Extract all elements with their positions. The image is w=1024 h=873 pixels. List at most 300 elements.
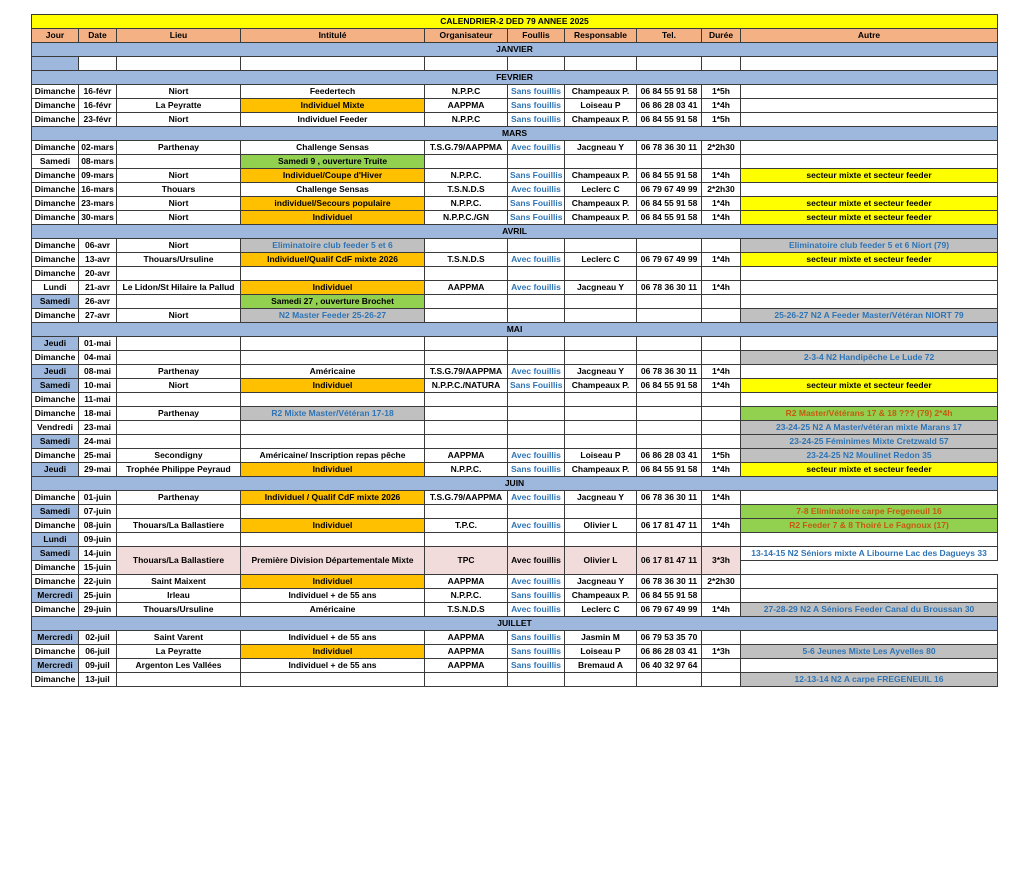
cell-intitule: Américaine	[241, 364, 425, 378]
cell-responsable: Jacgneau Y	[565, 364, 637, 378]
cell-jour	[32, 57, 79, 71]
cell-date: 16-févr	[79, 98, 117, 112]
cell-foullis: Sans Fouillis	[508, 210, 565, 224]
cell-responsable	[565, 238, 637, 252]
cell-lieu	[117, 294, 241, 308]
cell-date: 13-avr	[79, 252, 117, 266]
month-name: MARS	[32, 126, 998, 140]
table-row	[32, 112, 998, 126]
cell-intitule: Individuel	[241, 518, 425, 532]
cell-autre: 25-26-27 N2 A Feeder Master/Vétéran NIORT 79	[741, 308, 998, 322]
calendar-title: CALENDRIER-2 DED 79 ANNEE 2025	[32, 15, 998, 29]
cell-foullis: Sans Fouillis	[508, 196, 565, 210]
cell-lieu	[117, 672, 241, 686]
cell-autre: 7-8 Eliminatoire carpe Fregeneuil 16	[741, 504, 998, 518]
cell-jour: Samedi	[32, 546, 79, 560]
cell-jour: Lundi	[32, 280, 79, 294]
cell-lieu: Niort	[117, 210, 241, 224]
table-row	[32, 504, 998, 518]
cell-jour: Dimanche	[32, 602, 79, 616]
cell-date: 25-juin	[79, 588, 117, 602]
title-row	[32, 15, 998, 29]
header-autre: Autre	[741, 29, 998, 43]
table-row	[32, 672, 998, 686]
cell-duree	[702, 406, 741, 420]
cell-organisateur: TPC	[425, 546, 508, 574]
cell-foullis: Sans Fouillis	[508, 168, 565, 182]
cell-autre: R2 Master/Vétérans 17 & 18 ??? (79) 2*4h	[741, 406, 998, 420]
cell-responsable: Leclerc C	[565, 602, 637, 616]
cell-intitule: Individuel	[241, 644, 425, 658]
cell-intitule: N2 Master Feeder 25-26-27	[241, 308, 425, 322]
table-row	[32, 140, 998, 154]
cell-date: 23-févr	[79, 112, 117, 126]
cell-organisateur	[425, 672, 508, 686]
table-row	[32, 350, 998, 364]
cell-date: 02-juil	[79, 630, 117, 644]
cell-date: 30-mars	[79, 210, 117, 224]
cell-organisateur: N.P.P.C	[425, 112, 508, 126]
cell-organisateur: T.S.G.79/AAPPMA	[425, 140, 508, 154]
header-foullis: Foullis	[508, 29, 565, 43]
cell-autre: 2-3-4 N2 Handipêche Le Lude 72	[741, 350, 998, 364]
cell-duree: 1*4h	[702, 280, 741, 294]
cell-duree: 1*4h	[702, 378, 741, 392]
cell-responsable: Olivier L	[565, 546, 637, 574]
cell-organisateur: T.P.C.	[425, 518, 508, 532]
cell-jour: Dimanche	[32, 196, 79, 210]
cell-jour: Dimanche	[32, 98, 79, 112]
cell-jour: Dimanche	[32, 266, 79, 280]
cell-duree	[702, 294, 741, 308]
cell-tel	[637, 406, 702, 420]
table-row	[32, 462, 998, 476]
cell-foullis: Avec fouillis	[508, 546, 565, 574]
cell-duree: 1*4h	[702, 462, 741, 476]
cell-duree	[702, 672, 741, 686]
cell-organisateur: AAPPMA	[425, 280, 508, 294]
cell-date: 13-juil	[79, 672, 117, 686]
cell-intitule: Individuel Mixte	[241, 98, 425, 112]
cell-tel	[637, 57, 702, 71]
cell-autre	[741, 98, 998, 112]
cell-intitule: R2 Mixte Master/Vétéran 17-18	[241, 406, 425, 420]
cell-autre	[741, 658, 998, 672]
cell-autre	[741, 574, 998, 588]
cell-duree	[702, 504, 741, 518]
table-row	[32, 378, 998, 392]
cell-autre	[741, 57, 998, 71]
cell-autre: secteur mixte et secteur feeder	[741, 378, 998, 392]
cell-tel: 06 78 36 30 11	[637, 280, 702, 294]
cell-date: 06-avr	[79, 238, 117, 252]
cell-organisateur: N.P.P.C.	[425, 196, 508, 210]
cell-duree	[702, 420, 741, 434]
cell-lieu: Argenton Les Vallées	[117, 658, 241, 672]
cell-organisateur: T.S.N.D.S	[425, 252, 508, 266]
cell-responsable: Jacgneau Y	[565, 140, 637, 154]
cell-duree: 2*2h30	[702, 574, 741, 588]
table-row	[32, 252, 998, 266]
cell-autre	[741, 266, 998, 280]
header-lieu: Lieu	[117, 29, 241, 43]
cell-autre	[741, 154, 998, 168]
cell-tel: 06 79 67 49 99	[637, 602, 702, 616]
month-row	[32, 322, 998, 336]
cell-duree	[702, 154, 741, 168]
cell-tel	[637, 532, 702, 546]
cell-organisateur: T.S.G.79/AAPPMA	[425, 490, 508, 504]
month-row	[32, 476, 998, 490]
cell-intitule	[241, 434, 425, 448]
cell-intitule	[241, 672, 425, 686]
cell-organisateur	[425, 434, 508, 448]
cell-tel	[637, 420, 702, 434]
cell-foullis	[508, 294, 565, 308]
header-row	[32, 29, 998, 43]
cell-date: 08-juin	[79, 518, 117, 532]
cell-organisateur: N.P.P.C./NATURA	[425, 378, 508, 392]
cell-tel: 06 78 36 30 11	[637, 364, 702, 378]
cell-organisateur	[425, 336, 508, 350]
cell-responsable: Champeaux P.	[565, 84, 637, 98]
cell-lieu: Parthenay	[117, 364, 241, 378]
cell-autre: secteur mixte et secteur feeder	[741, 168, 998, 182]
cell-intitule: Individuel	[241, 378, 425, 392]
table-row	[32, 57, 998, 71]
cell-jour: Jeudi	[32, 462, 79, 476]
cell-autre: 23-24-25 N2 A Master/vétéran mixte Marans 17	[741, 420, 998, 434]
table-row	[32, 420, 998, 434]
cell-autre: 13-14-15 N2 Séniors mixte A Libourne Lac des Dagueys 33	[741, 546, 998, 560]
cell-organisateur: AAPPMA	[425, 448, 508, 462]
cell-organisateur: N.P.P.C.	[425, 462, 508, 476]
cell-duree	[702, 392, 741, 406]
month-row	[32, 126, 998, 140]
cell-intitule	[241, 392, 425, 406]
cell-responsable	[565, 420, 637, 434]
cell-date: 08-mars	[79, 154, 117, 168]
cell-duree	[702, 308, 741, 322]
cell-lieu: Niort	[117, 378, 241, 392]
cell-lieu: Parthenay	[117, 406, 241, 420]
cell-autre	[741, 84, 998, 98]
cell-date: 21-avr	[79, 280, 117, 294]
cell-foullis	[508, 350, 565, 364]
cell-intitule	[241, 57, 425, 71]
cell-foullis: Avec fouillis	[508, 364, 565, 378]
table-row	[32, 154, 998, 168]
header-jour: Jour	[32, 29, 79, 43]
cell-date: 15-juin	[79, 560, 117, 574]
cell-tel: 06 40 32 97 64	[637, 658, 702, 672]
cell-date: 07-juin	[79, 504, 117, 518]
cell-lieu: Parthenay	[117, 490, 241, 504]
cell-foullis	[508, 57, 565, 71]
cell-intitule: Individuel	[241, 462, 425, 476]
cell-foullis: Avec fouillis	[508, 448, 565, 462]
cell-foullis: Avec fouillis	[508, 140, 565, 154]
cell-jour: Jeudi	[32, 364, 79, 378]
cell-organisateur	[425, 308, 508, 322]
cell-organisateur	[425, 420, 508, 434]
cell-responsable: Jacgneau Y	[565, 490, 637, 504]
cell-duree: 2*2h30	[702, 140, 741, 154]
cell-foullis	[508, 406, 565, 420]
cell-tel	[637, 266, 702, 280]
table-row	[32, 434, 998, 448]
cell-foullis: Sans fouillis	[508, 588, 565, 602]
cell-intitule: Américaine	[241, 602, 425, 616]
cell-responsable	[565, 392, 637, 406]
table-row	[32, 364, 998, 378]
table-row	[32, 98, 998, 112]
cell-duree: 1*4h	[702, 168, 741, 182]
cell-lieu	[117, 532, 241, 546]
cell-autre	[741, 364, 998, 378]
cell-tel: 06 17 81 47 11	[637, 546, 702, 574]
cell-lieu: Thouars/La Ballastiere	[117, 546, 241, 574]
cell-intitule: Individuel Feeder	[241, 112, 425, 126]
cell-organisateur: AAPPMA	[425, 574, 508, 588]
cell-jour: Jeudi	[32, 336, 79, 350]
cell-duree: 1*5h	[702, 84, 741, 98]
cell-date: 24-mai	[79, 434, 117, 448]
cell-jour: Mercredi	[32, 630, 79, 644]
cell-duree	[702, 434, 741, 448]
cell-jour: Dimanche	[32, 560, 79, 574]
table-row	[32, 630, 998, 644]
cell-autre	[741, 294, 998, 308]
cell-jour: Dimanche	[32, 84, 79, 98]
header-duree: Durée	[702, 29, 741, 43]
cell-organisateur	[425, 350, 508, 364]
cell-date	[79, 57, 117, 71]
cell-date: 22-juin	[79, 574, 117, 588]
cell-jour: Dimanche	[32, 644, 79, 658]
table-row	[32, 644, 998, 658]
cell-jour: Dimanche	[32, 672, 79, 686]
cell-foullis: Sans fouillis	[508, 112, 565, 126]
cell-autre: 12-13-14 N2 A carpe FREGENEUIL 16	[741, 672, 998, 686]
cell-jour: Dimanche	[32, 238, 79, 252]
cell-responsable: Loiseau P	[565, 644, 637, 658]
cell-lieu: Thouars/Ursuline	[117, 252, 241, 266]
cell-tel	[637, 350, 702, 364]
cell-autre: Eliminatoire club feeder 5 et 6 Niort (79)	[741, 238, 998, 252]
cell-tel	[637, 434, 702, 448]
cell-autre: 5-6 Jeunes Mixte Les Ayvelles 80	[741, 644, 998, 658]
cell-tel	[637, 154, 702, 168]
cell-lieu	[117, 504, 241, 518]
cell-foullis	[508, 238, 565, 252]
cell-foullis: Sans fouillis	[508, 84, 565, 98]
cell-lieu: Niort	[117, 238, 241, 252]
cell-responsable	[565, 532, 637, 546]
month-row	[32, 70, 998, 84]
cell-tel: 06 84 55 91 58	[637, 196, 702, 210]
cell-organisateur	[425, 57, 508, 71]
cell-tel: 06 84 55 91 58	[637, 84, 702, 98]
cell-lieu: Niort	[117, 112, 241, 126]
table-row	[32, 392, 998, 406]
cell-duree: 3*3h	[702, 546, 741, 574]
cell-foullis	[508, 672, 565, 686]
table-row	[32, 588, 998, 602]
cell-autre	[741, 490, 998, 504]
cell-duree	[702, 57, 741, 71]
cell-jour: Mercredi	[32, 588, 79, 602]
cell-organisateur	[425, 392, 508, 406]
cell-foullis	[508, 434, 565, 448]
cell-autre	[741, 336, 998, 350]
cell-date: 16-févr	[79, 84, 117, 98]
cell-date: 23-mars	[79, 196, 117, 210]
cell-foullis: Sans fouillis	[508, 462, 565, 476]
cell-autre: secteur mixte et secteur feeder	[741, 252, 998, 266]
table-row	[32, 448, 998, 462]
month-name: JUILLET	[32, 616, 998, 630]
cell-date: 09-juil	[79, 658, 117, 672]
cell-organisateur: N.P.P.C.	[425, 588, 508, 602]
cell-duree: 1*4h	[702, 518, 741, 532]
cell-duree	[702, 336, 741, 350]
cell-tel: 06 79 67 49 99	[637, 182, 702, 196]
cell-date: 16-mars	[79, 182, 117, 196]
month-name: AVRIL	[32, 224, 998, 238]
cell-foullis: Sans fouillis	[508, 644, 565, 658]
cell-jour: Dimanche	[32, 210, 79, 224]
cell-lieu: Niort	[117, 308, 241, 322]
cell-tel: 06 79 53 35 70	[637, 630, 702, 644]
cell-date: 04-mai	[79, 350, 117, 364]
cell-responsable	[565, 434, 637, 448]
cell-foullis	[508, 154, 565, 168]
cell-tel	[637, 672, 702, 686]
cell-foullis	[508, 336, 565, 350]
cell-responsable	[565, 294, 637, 308]
cell-responsable	[565, 308, 637, 322]
cell-tel: 06 86 28 03 41	[637, 448, 702, 462]
cell-responsable: Champeaux P.	[565, 210, 637, 224]
cell-date: 29-mai	[79, 462, 117, 476]
cell-intitule: Eliminatoire club feeder 5 et 6	[241, 238, 425, 252]
cell-intitule: Challenge Sensas	[241, 182, 425, 196]
cell-jour: Dimanche	[32, 448, 79, 462]
table-row	[32, 546, 998, 560]
cell-duree	[702, 532, 741, 546]
table-row	[32, 336, 998, 350]
cell-tel: 06 84 55 91 58	[637, 210, 702, 224]
cell-tel: 06 17 81 47 11	[637, 518, 702, 532]
cell-organisateur: AAPPMA	[425, 630, 508, 644]
cell-lieu: Irleau	[117, 588, 241, 602]
cell-foullis: Sans fouillis	[508, 98, 565, 112]
cell-duree: 1*4h	[702, 252, 741, 266]
cell-date: 06-juil	[79, 644, 117, 658]
cell-intitule: Challenge Sensas	[241, 140, 425, 154]
table-row	[32, 602, 998, 616]
cell-responsable: Champeaux P.	[565, 168, 637, 182]
cell-foullis	[508, 420, 565, 434]
cell-lieu	[117, 434, 241, 448]
cell-autre: secteur mixte et secteur feeder	[741, 210, 998, 224]
cell-date: 09-juin	[79, 532, 117, 546]
table-row	[32, 518, 998, 532]
cell-foullis: Sans fouillis	[508, 630, 565, 644]
cell-duree: 1*4h	[702, 98, 741, 112]
table-row	[32, 280, 998, 294]
cell-lieu: Thouars	[117, 182, 241, 196]
cell-intitule: Feedertech	[241, 84, 425, 98]
header-date: Date	[79, 29, 117, 43]
cell-autre: R2 Feeder 7 & 8 Thoiré Le Fagnoux (17)	[741, 518, 998, 532]
table-row	[32, 182, 998, 196]
cell-tel: 06 86 28 03 41	[637, 98, 702, 112]
cell-jour: Dimanche	[32, 140, 79, 154]
cell-intitule: Individuel/Qualif CdF mixte 2026	[241, 252, 425, 266]
cell-autre	[741, 140, 998, 154]
cell-responsable: Champeaux P.	[565, 588, 637, 602]
cell-lieu	[117, 57, 241, 71]
cell-intitule: Individuel	[241, 574, 425, 588]
table-row	[32, 168, 998, 182]
header-organisateur: Organisateur	[425, 29, 508, 43]
cell-foullis	[508, 532, 565, 546]
cell-lieu: Thouars/Ursuline	[117, 602, 241, 616]
month-row	[32, 43, 998, 57]
cell-responsable: Jasmin M	[565, 630, 637, 644]
cell-intitule: Individuel + de 55 ans	[241, 630, 425, 644]
cell-date: 09-mars	[79, 168, 117, 182]
month-row	[32, 224, 998, 238]
cell-lieu	[117, 266, 241, 280]
calendar-table	[31, 14, 998, 687]
cell-date: 02-mars	[79, 140, 117, 154]
cell-lieu: Niort	[117, 168, 241, 182]
cell-date: 11-mai	[79, 392, 117, 406]
cell-jour: Dimanche	[32, 308, 79, 322]
cell-autre: 27-28-29 N2 A Séniors Feeder Canal du Broussan 30	[741, 602, 998, 616]
cell-lieu: La Peyratte	[117, 644, 241, 658]
cell-tel	[637, 336, 702, 350]
cell-intitule: Première Division Départementale Mixte	[241, 546, 425, 574]
cell-lieu: Thouars/La Ballastiere	[117, 518, 241, 532]
cell-lieu	[117, 154, 241, 168]
table-row	[32, 532, 998, 546]
cell-date: 14-juin	[79, 546, 117, 560]
cell-autre: secteur mixte et secteur feeder	[741, 196, 998, 210]
cell-date: 26-avr	[79, 294, 117, 308]
cell-organisateur	[425, 238, 508, 252]
cell-jour: Dimanche	[32, 350, 79, 364]
cell-jour: Lundi	[32, 532, 79, 546]
cell-jour: Mercredi	[32, 658, 79, 672]
cell-duree	[702, 658, 741, 672]
table-row	[32, 238, 998, 252]
cell-jour: Dimanche	[32, 182, 79, 196]
cell-date: 20-avr	[79, 266, 117, 280]
cell-lieu: Parthenay	[117, 140, 241, 154]
cell-duree	[702, 588, 741, 602]
cell-lieu: Trophée Philippe Peyraud	[117, 462, 241, 476]
cell-foullis	[508, 266, 565, 280]
cell-organisateur: T.S.N.D.S	[425, 182, 508, 196]
cell-organisateur	[425, 406, 508, 420]
cell-intitule: Individuel + de 55 ans	[241, 588, 425, 602]
cell-duree: 2*2h30	[702, 182, 741, 196]
cell-tel	[637, 392, 702, 406]
